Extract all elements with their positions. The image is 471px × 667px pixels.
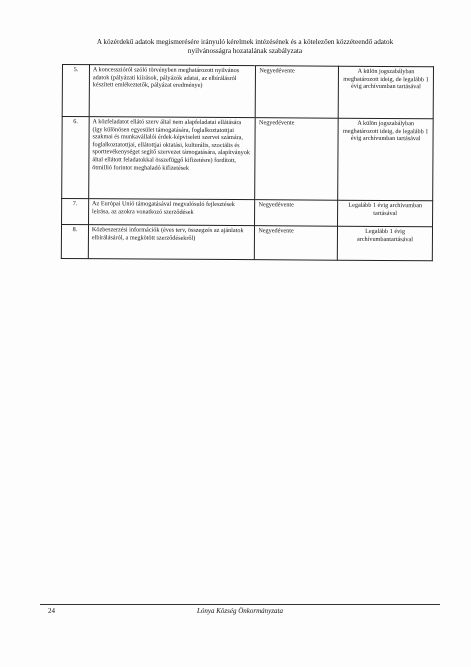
table-row (62, 199, 433, 227)
table-row (62, 117, 433, 201)
footer-title: Lónya Község Önkormányzata (197, 607, 283, 615)
row-description: Közbeszerzési információk (éves terv, összegzés az ajánlatok elbírálásáról, a megkötött szerződésekről) (88, 225, 255, 260)
row-frequency: Negyedévente (255, 118, 338, 201)
row-description: Az Európai Unió támogatásával megvalósuló fejlesztések leírása, az azokra vonatkozó szerződések (88, 199, 255, 226)
publication-table (61, 64, 434, 261)
document-header (40, 38, 450, 56)
footer-divider (40, 604, 440, 605)
row-retention: Legalább 1 évig archívumban tartásával (338, 200, 433, 227)
row-frequency: Negyedévente (255, 200, 338, 227)
row-number: 5. (62, 65, 89, 117)
header-line-2: nyilvánosságra hozatalának szabályzata (187, 47, 303, 55)
row-number: 7. (62, 199, 89, 225)
row-retention: Legalább 1 évig archívumbantartásával (337, 226, 432, 261)
row-number: 6. (62, 117, 89, 199)
row-number: 8. (61, 225, 88, 259)
row-frequency: Negyedévente (256, 66, 339, 119)
table-row (62, 65, 433, 119)
table-row (61, 225, 432, 261)
row-description: A koncesszióról szóló törvényben meghatározott nyilvános adatok (pályázati kiírások, pályázók adatai, az elbírálásról készített emlékeztetők, pályázat eredménye) (89, 65, 256, 118)
page-number: 24 (48, 607, 55, 615)
header-line-1: A közérdekű adatok megismerésére irányuló kérelmek intézésének és a kötelezően közzéteendő adatok (96, 38, 394, 46)
row-retention: A külön jogszabályban meghatározott ideig, de legalább 1 évig archívumban tartásával (338, 118, 433, 201)
row-frequency: Negyedévente (255, 226, 338, 261)
row-description: A közfeladatot ellátó szerv által nem alapfeladatai ellátására (így különösen egyesület támogatására, foglalkoztatottjai szakmai és munkavállalói érdek-képviseleti szervei számára, foglalkoztatottjai, ellátottjai oktatási, kulturális, szociális és sporttevékenységet segítő szervezet támogatására, alapítványok által ellátott feladatokkal összefüggő kifizetésre) fordított, ötmillió forintot meghaladó kifizetések (89, 117, 256, 200)
row-retention: A külön jogszabályban meghatározott ideig, de legalább 1 évig archívumban tartásával (338, 66, 433, 119)
